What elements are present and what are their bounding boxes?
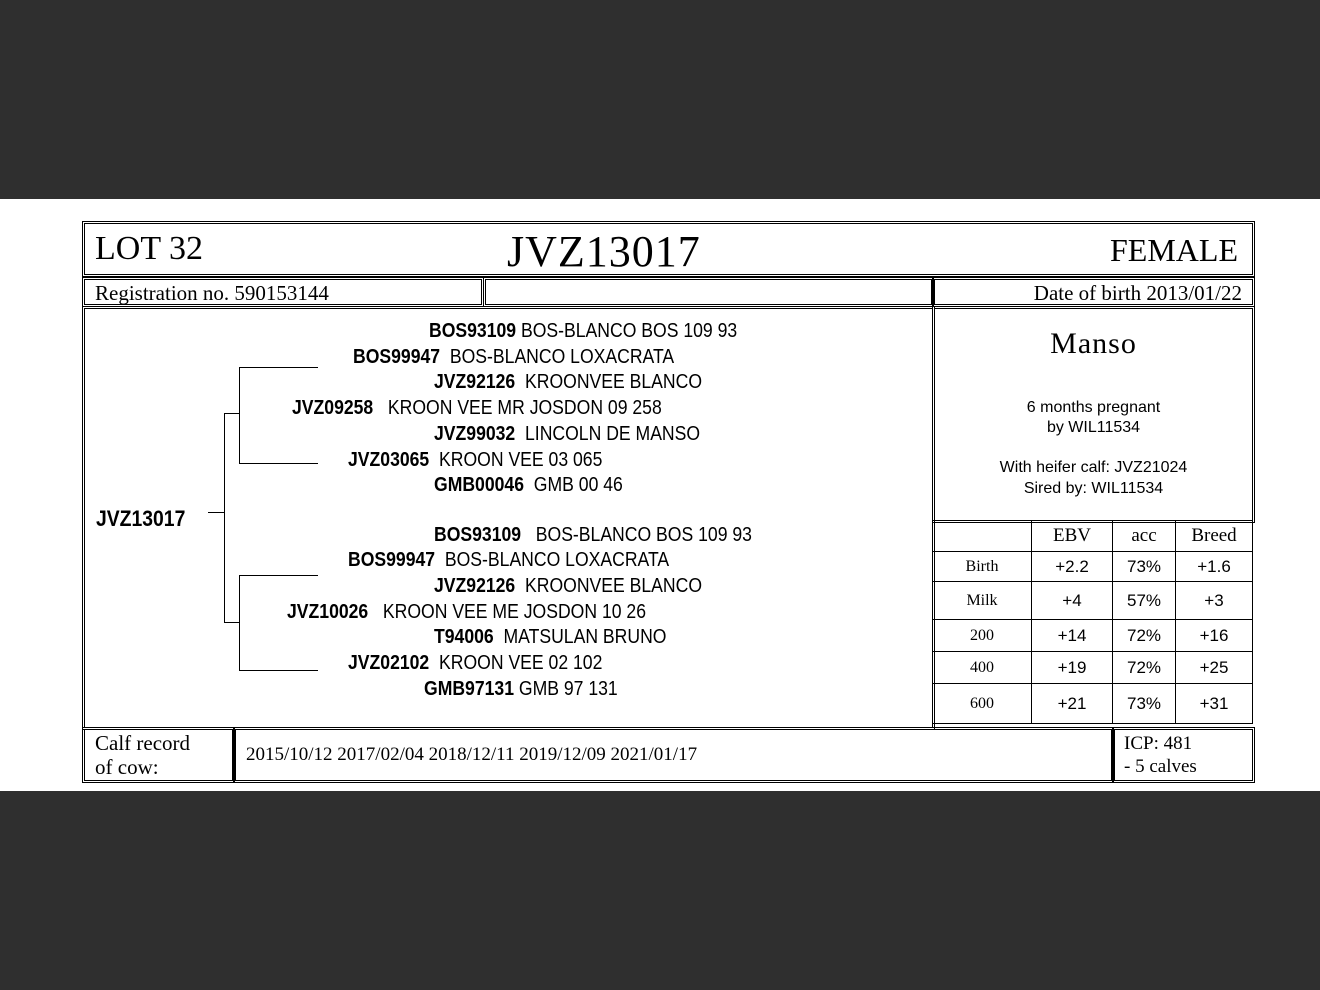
ebv-row-birth — [933, 552, 1253, 582]
ebv-row-600 — [933, 684, 1253, 724]
ebv-header-acc: acc — [1113, 521, 1176, 552]
pedigree-sire: JVZ09258 KROON VEE MR JOSDON 09 258 — [292, 397, 662, 419]
ebv-accuracy: 73% — [1113, 684, 1176, 724]
pedigree-dam-dam-sire: T94006 MATSULAN BRUNO — [434, 626, 667, 648]
dam-vertical-line — [239, 575, 240, 670]
pedigree-dam-dam: JVZ02102 KROON VEE 02 102 — [348, 652, 603, 674]
sire-connector — [224, 413, 239, 414]
ebv-row-milk — [933, 582, 1253, 620]
dam-dam-connector — [239, 670, 318, 671]
pedigree-dam-sire-sire: BOS93109 BOS-BLANCO BOS 109 93 — [434, 524, 752, 546]
ebv-row-label: 600 — [933, 684, 1032, 724]
ebv-header-ebv: EBV — [1032, 521, 1113, 552]
animal-id-title: JVZ13017 — [507, 227, 701, 276]
ebv-header-row — [933, 521, 1253, 552]
ebv-value: +4 — [1032, 582, 1113, 620]
ebv-row-label: Birth — [933, 552, 1032, 582]
sex-label: FEMALE — [1110, 232, 1238, 268]
main-vertical-line — [224, 413, 225, 622]
dam-connector — [224, 622, 239, 623]
sire-sire-connector — [239, 367, 318, 368]
ebv-table — [932, 520, 1253, 724]
ebv-row-label: Milk — [933, 582, 1032, 620]
ebv-row-label: 400 — [933, 652, 1032, 684]
pedigree-sire-dam: JVZ03065 KROON VEE 03 065 — [348, 449, 603, 471]
ebv-value: +21 — [1032, 684, 1113, 724]
calf-record-label-line-1: Calf record — [95, 731, 191, 755]
ebv-accuracy: 72% — [1113, 652, 1176, 684]
ebv-header-blank — [933, 521, 1032, 552]
ebv-value: +19 — [1032, 652, 1113, 684]
ebv-breed-avg: +3 — [1176, 582, 1253, 620]
registration-number: Registration no. 590153144 — [95, 281, 329, 305]
ebv-accuracy: 72% — [1113, 620, 1176, 652]
pedigree-dam: JVZ10026 KROON VEE ME JOSDON 10 26 — [287, 601, 646, 623]
calf-record-label — [95, 731, 190, 779]
ebv-breed-avg: +16 — [1176, 620, 1253, 652]
date-of-birth: Date of birth 2013/01/22 — [1033, 281, 1242, 305]
ebv-breed-avg: +25 — [1176, 652, 1253, 684]
ebv-row-label: 200 — [933, 620, 1032, 652]
pedigree-sire-dam-sire: JVZ99032 LINCOLN DE MANSO — [434, 423, 701, 445]
pedigree-sire-sire-dam: JVZ92126 KROONVEE BLANCO — [434, 371, 703, 393]
calf-at-foot-line-2: Sired by: WIL11534 — [1023, 480, 1164, 497]
pregnancy-line-2: by WIL11534 — [1046, 419, 1141, 436]
pedigree-dam-dam-dam: GMB97131 GMB 97 131 — [424, 678, 618, 700]
blank-box — [483, 277, 934, 307]
ebv-accuracy: 73% — [1113, 552, 1176, 582]
icp-calf-count: - 5 calves — [1124, 756, 1197, 777]
lot-number: LOT 32 — [95, 230, 203, 267]
ebv-header-breed: Breed — [1176, 521, 1253, 552]
pedigree-dam-sire: BOS99947 BOS-BLANCO LOXACRATA — [348, 549, 670, 571]
calf-record-label-line-2: of cow: — [95, 755, 159, 779]
calf-record-dates: 2015/10/12 2017/02/04 2018/12/11 2019/12/09 2021/01/17 — [246, 744, 698, 765]
herd-name: Manso — [1050, 327, 1137, 360]
pregnancy-line-1: 6 months pregnant — [1026, 399, 1161, 416]
ebv-accuracy: 57% — [1113, 582, 1176, 620]
icp-value: ICP: 481 — [1124, 733, 1193, 754]
subject-connector — [208, 512, 224, 513]
icp-summary — [1124, 732, 1197, 778]
sire-dam-connector — [239, 463, 318, 464]
pedigree-sire-sire-sire: BOS93109 BOS-BLANCO BOS 109 93 — [429, 320, 738, 342]
ebv-breed-avg: +31 — [1176, 684, 1253, 724]
sire-vertical-line — [239, 367, 240, 463]
ebv-row-400 — [933, 652, 1253, 684]
calf-at-foot-line-1: With heifer calf: JVZ21024 — [999, 459, 1188, 476]
pedigree-sire-dam-dam: GMB00046 GMB 00 46 — [434, 474, 623, 496]
pedigree-dam-sire-dam: JVZ92126 KROONVEE BLANCO — [434, 575, 703, 597]
ebv-value: +2.2 — [1032, 552, 1113, 582]
dam-sire-connector — [239, 575, 318, 576]
ebv-breed-avg: +1.6 — [1176, 552, 1253, 582]
pedigree-subject: JVZ13017 — [96, 506, 186, 531]
pedigree-sire-sire: BOS99947 BOS-BLANCO LOXACRATA — [353, 346, 675, 368]
ebv-row-200 — [933, 620, 1253, 652]
ebv-value: +14 — [1032, 620, 1113, 652]
